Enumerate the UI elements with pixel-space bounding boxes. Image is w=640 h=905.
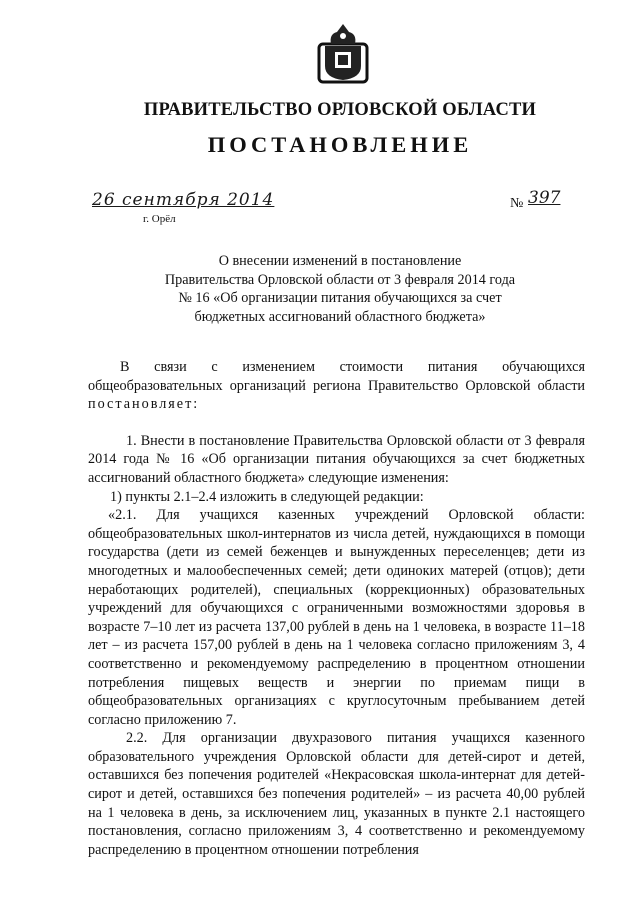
item-paragraph: 1) пункты 2.1–2.4 изложить в следующей редакции: bbox=[110, 488, 424, 505]
subject-line: бюджетных ассигнований областного бюджета» bbox=[194, 308, 486, 325]
number-label: № bbox=[510, 196, 524, 211]
item-paragraph: 1. Внести в постановление Правительства Орловской области от 3 февраля 2014 года № 16 «Об организации питания обучающихся за счет бюджетных ассигнований областного бюджета» следующие изменения: bbox=[88, 432, 585, 486]
preamble-text: В связи с изменением стоимости питания обучающихся общеобразовательных организаций региона Правительство Орловской области bbox=[88, 359, 585, 394]
subject-line: О внесении изменений в постановление bbox=[218, 253, 462, 269]
item-paragraph: «2.1. Для учащихся казенных учреждений Орловской области: общеобразовательных школ-интернатов из числа детей, нуждающихся в помощи государства (дети из семей беженцев и вынужденных переселенцев; дети из многодетных и малообеспеченных семей; дети одиноких матерей (отцов); дети неработающих родителей), специальных (коррекционных) образовательных учреждений для обучающихся с ограниченными возможностями здоровья в возрасте 7–10 лет из расчета 137,00 рублей в день на 1 человека, в возрасте 11–18 лет – из расчета 157,00 рублей в день на 1 человека согласно приложениям 3, 4 соответственно и рекомендуемому распределению в процентном отношении потребления пищевых веществ и энергии по приемам пищи в общеобразовательных организациях с круглосуточным пребыванием детей согласно приложению 7. bbox=[88, 507, 585, 728]
subject-line: № 16 «Об организации питания обучающихся за счет bbox=[178, 290, 502, 306]
handwritten-date: 26 сентября 2014 bbox=[92, 190, 275, 210]
preamble-verb: постановляет: bbox=[88, 396, 200, 413]
coat-of-arms-icon bbox=[317, 22, 369, 84]
item-paragraph: 2.2. Для организации двухразового питания учащихся казенного образовательного учреждения Орловской области для детей-сирот и детей, оставшихся без попечения родителей «Некрасовская школа-интернат для детей-сирот и детей, оставшихся без попечения родителей» – из расчета 40,00 рублей на 1 человека в день, за исключением лиц, указанных в пункте 2.1 настоящего постановления, согласно приложениям 3, 4 соответственно и рекомендуемому распределению в процентном отношении потребления bbox=[88, 730, 585, 858]
city-label: г. Орёл bbox=[143, 213, 176, 225]
document-body bbox=[88, 358, 585, 859]
preamble-paragraph bbox=[88, 358, 585, 414]
government-name: ПРАВИТЕЛЬСТВО ОРЛОВСКОЙ ОБЛАСТИ bbox=[143, 100, 537, 120]
document-subject bbox=[130, 252, 550, 326]
handwritten-number: 397 bbox=[528, 188, 561, 208]
subject-line: Правительства Орловской области от 3 февраля 2014 года bbox=[164, 271, 516, 288]
document-title: ПОСТАНОВЛЕНИЕ bbox=[207, 132, 473, 157]
